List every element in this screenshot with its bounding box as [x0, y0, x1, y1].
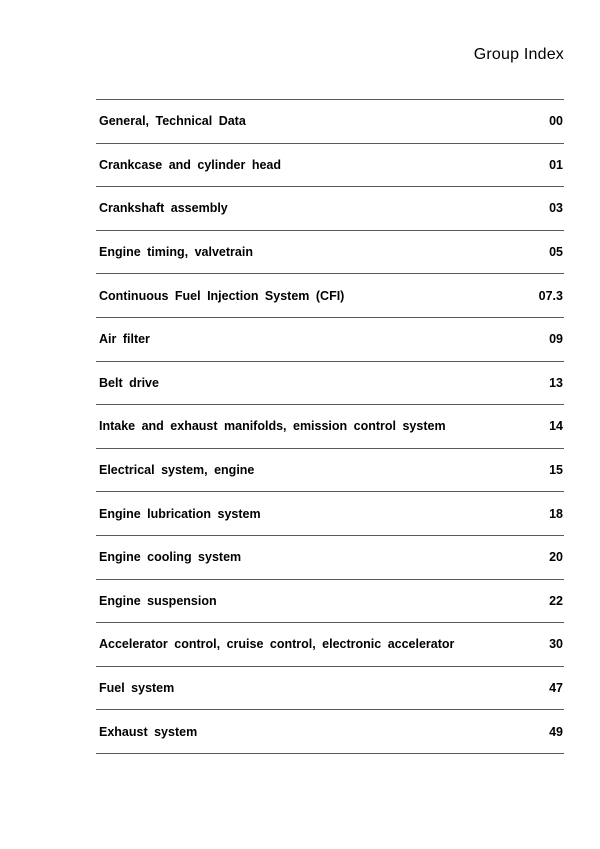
- index-row-group-number: 15: [549, 463, 563, 478]
- index-row-group-number: 07.3: [538, 288, 563, 303]
- index-row-title: Engine lubrication system: [99, 506, 261, 521]
- index-row[interactable]: [96, 274, 564, 318]
- index-row-title: Accelerator control, cruise control, electronic accelerator: [99, 637, 455, 652]
- index-row-group-number: 49: [549, 724, 563, 739]
- index-row-title: Air filter: [99, 332, 150, 347]
- index-row-group-number: 03: [549, 201, 563, 216]
- index-row-group-number: 20: [549, 550, 563, 565]
- index-row[interactable]: [96, 710, 564, 754]
- index-row-group-number: 01: [549, 157, 563, 172]
- index-row[interactable]: [96, 318, 564, 362]
- index-row-title: Engine timing, valvetrain: [99, 245, 253, 260]
- index-row-title: General, Technical Data: [99, 114, 246, 129]
- index-row[interactable]: [96, 362, 564, 406]
- index-row-group-number: 05: [549, 245, 563, 260]
- index-row-title: Fuel system: [99, 681, 175, 696]
- index-row-title: Engine suspension: [99, 593, 217, 608]
- index-row[interactable]: [96, 231, 564, 275]
- index-row[interactable]: [96, 536, 564, 580]
- index-row[interactable]: [96, 449, 564, 493]
- index-row[interactable]: [96, 492, 564, 536]
- index-row[interactable]: [96, 667, 564, 711]
- index-row[interactable]: [96, 580, 564, 624]
- index-row-title: Continuous Fuel Injection System (CFI): [99, 288, 345, 303]
- index-row-group-number: 14: [549, 419, 563, 434]
- index-row-group-number: 09: [549, 332, 563, 347]
- index-row[interactable]: [96, 187, 564, 231]
- index-row-group-number: 13: [549, 375, 563, 390]
- index-row[interactable]: [96, 100, 564, 144]
- index-row-group-number: 22: [549, 593, 563, 608]
- index-row[interactable]: [96, 144, 564, 188]
- page-title: Group Index: [473, 46, 564, 63]
- index-row-title: Crankshaft assembly: [99, 201, 228, 216]
- index-row-title: Belt drive: [99, 375, 159, 390]
- index-row-group-number: 00: [549, 114, 563, 129]
- index-row-group-number: 47: [549, 681, 563, 696]
- index-row-group-number: 30: [549, 637, 563, 652]
- index-row-title: Intake and exhaust manifolds, emission control system: [99, 419, 446, 434]
- index-row[interactable]: [96, 405, 564, 449]
- index-row[interactable]: [96, 623, 564, 667]
- index-row-title: Electrical system, engine: [99, 463, 255, 478]
- index-row-group-number: 18: [549, 506, 563, 521]
- index-row-title: Exhaust system: [99, 724, 198, 739]
- group-index-table: [96, 99, 564, 754]
- index-row-title: Engine cooling system: [99, 550, 242, 565]
- index-row-title: Crankcase and cylinder head: [99, 157, 281, 172]
